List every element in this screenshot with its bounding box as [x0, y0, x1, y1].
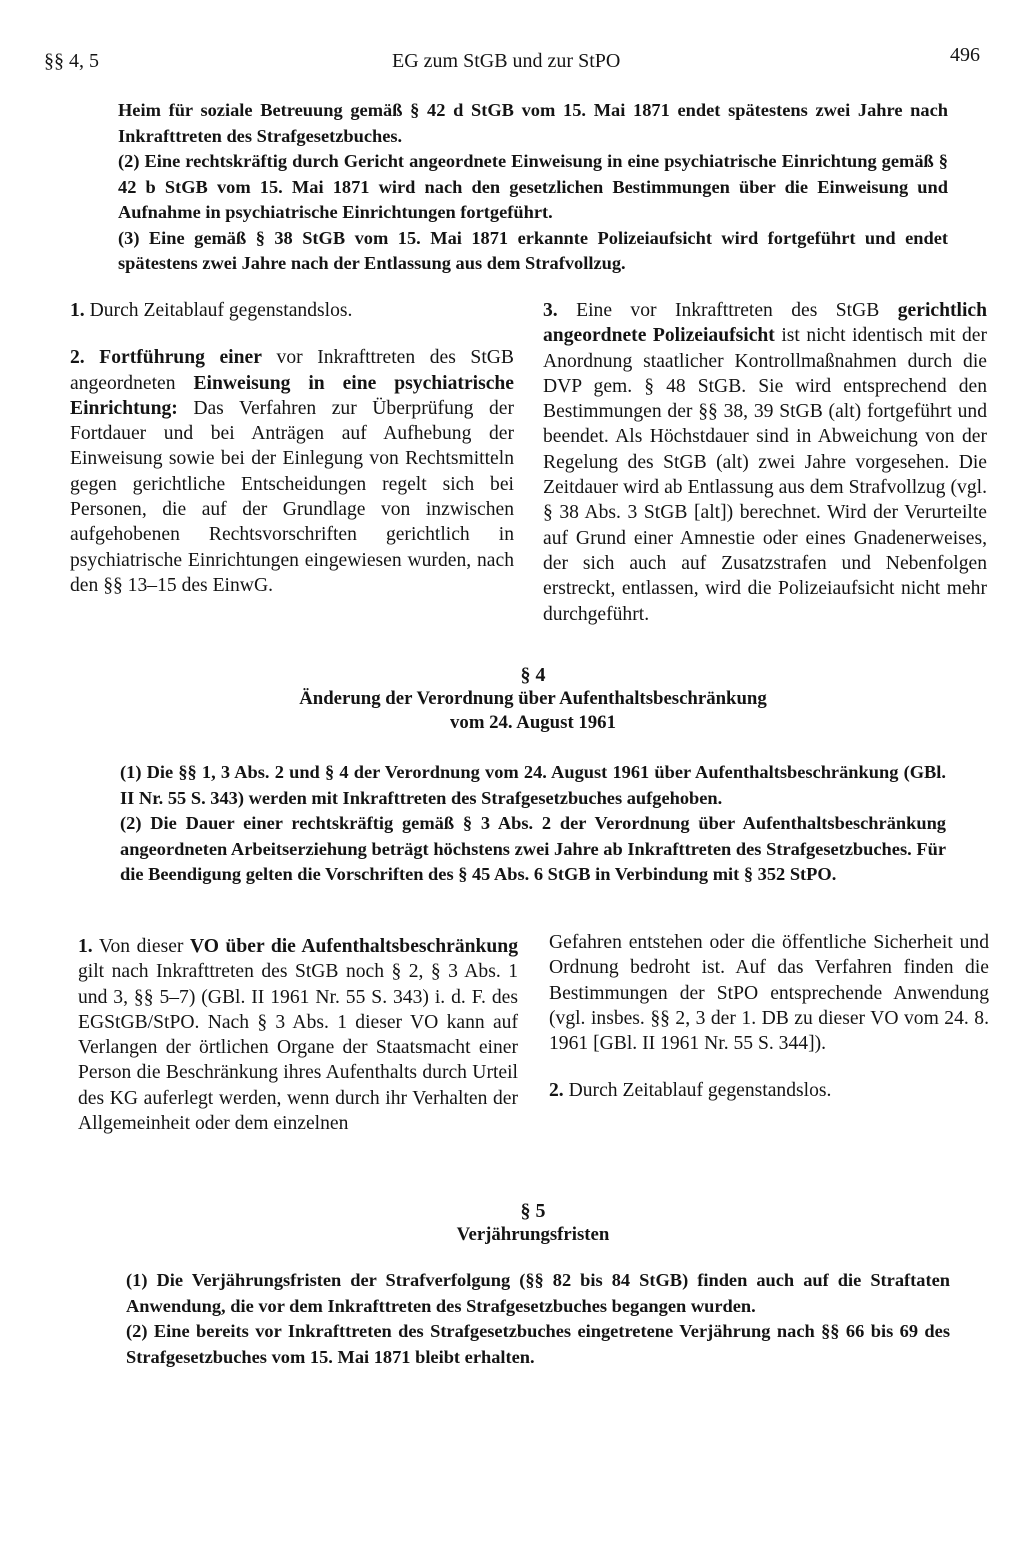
commentary-note-continued: Gefahren entstehen oder die öffentliche Sicherheit und Ordnung bedroht ist. Auf das Verfahren finden die Bestimmungen der StPO entsprechende Anwendung (vgl. insbes. §§ 2, 3 der 1. DB zu dieser VO vom 24. 8. 1961 [GBl. II 1961 Nr. 55 S. 344]).: [549, 932, 989, 1055]
law-text-block-section3: [118, 98, 948, 277]
section-title: vom 24. August 1961: [450, 712, 616, 733]
section-number: § 5: [520, 1200, 546, 1222]
note-emphasis: VO über die Aufenthaltsbeschränkung: [189, 936, 518, 957]
commentary-right-column: [549, 930, 989, 1104]
commentary-note: [78, 934, 518, 1136]
note-number: 2.: [70, 347, 85, 369]
commentary-note: [543, 298, 987, 627]
law-text-block-section5: [126, 1268, 950, 1370]
note-number: 3.: [543, 300, 558, 321]
commentary-note: [70, 345, 514, 598]
note-text: Von dieser: [98, 936, 184, 957]
running-header-section: §§ 4, 5: [44, 50, 99, 72]
note-emphasis: Einweisung in eine psychiatrische Einrichtung:: [70, 372, 514, 419]
page-number: 496: [950, 44, 980, 66]
law-paragraph: (2) Die Dauer einer rechtskräftig gemäß § 3 Abs. 2 der Verordnung über Aufenthaltsbeschränkung angeordneten Arbeitserziehung beträgt höchstens zwei Jahre ab Inkrafttreten des Strafgesetzbuches. Für die Beendigung gelten die Vorschriften des § 45 Abs. 6 StGB in Verbindung mit § 352 StPO.: [120, 813, 946, 884]
commentary-note: [549, 1078, 989, 1103]
law-paragraph: (2) Eine rechtskräftig durch Gericht angeordnete Einweisung in eine psychiatrische Einrichtung gemäß § 42 b StGB vom 15. Mai 1871 wird nach den gesetzlichen Bestimmungen über die Einweisung und Aufnahme in psychiatrische Einrichtungen fortgeführt.: [118, 151, 948, 222]
note-text: Das Verfahren zur Überprüfung der Fortdauer und bei Anträgen auf Aufhebung der Einweisung sowie bei der Einlegung von Rechtsmitteln gegen gerichtliche Entscheidungen regelt sich bei Personen, die auf der Grundlage von inzwischen aufgehobenen Rechtsvorschriften gerichtlich in psychiatrische Einrichtungen eingewiesen wurden, nach den §§ 13–15 des EinwG.: [70, 397, 515, 596]
section-number: § 4: [520, 664, 546, 686]
section-title: Verjährungsfristen: [456, 1224, 610, 1245]
note-text: Durch Zeitablauf gegenstandslos.: [89, 300, 353, 321]
note-emphasis: gerichtlich angeordnete Polizeiaufsicht: [543, 300, 987, 347]
commentary-left-column: [78, 934, 518, 1136]
note-number: 1.: [78, 936, 93, 957]
law-text-block-section4: [120, 760, 946, 888]
law-paragraph: Heim für soziale Betreuung gemäß § 42 d StGB vom 15. Mai 1871 endet spätestens zwei Jahre nach Inkrafttreten des Strafgesetzbuches.: [118, 100, 948, 146]
section-heading-4: [100, 664, 966, 735]
note-text: Durch Zeitablauf gegenstandslos.: [568, 1080, 832, 1102]
section-title: Änderung der Verordnung über Aufenthaltsbeschränkung: [299, 688, 767, 709]
commentary-right-column: [543, 298, 987, 627]
note-emphasis: Fortführung einer: [99, 347, 262, 369]
note-number: 1.: [70, 300, 85, 321]
note-text: gilt nach Inkrafttreten des StGB noch § 2, § 3 Abs. 1 und 3, §§ 5–7) (GBl. II 1961 Nr. 55 S. 343) i. d. F. des EGStGB/StPO. Nach § 3 Abs. 1 dieser VO kann auf Verlangen der örtlichen Organe der Staatsmacht einer Person die Beschränkung ihres Aufenthalts durch Urteil des KG auferlegt werden, wenn durch ihr Verhalten der Allgemeinheit oder dem einzelnen: [78, 961, 518, 1135]
commentary-note: [70, 298, 514, 323]
law-paragraph: (3) Eine gemäß § 38 StGB vom 15. Mai 1871 erkannte Polizeiaufsicht wird fortgeführt und endet spätestens zwei Jahre nach der Entlassung aus dem Strafvollzug.: [118, 227, 948, 273]
note-number: 2.: [549, 1080, 564, 1102]
law-paragraph: (1) Die Verjährungsfristen der Strafverfolgung (§§ 82 bis 84 StGB) finden auch auf die Straftaten Anwendung, die vor dem Inkrafttreten des Strafgesetzbuches begangen wurden.: [126, 1270, 950, 1316]
law-paragraph: (2) Eine bereits vor Inkrafttreten des Strafgesetzbuches eingetretene Verjährung nach §§ 66 bis 69 des Strafgesetzbuches vom 15. Mai 1871 bleibt erhalten.: [126, 1321, 950, 1367]
section-heading-5: [100, 1200, 966, 1247]
running-header-title: EG zum StGB und zur StPO: [392, 50, 621, 72]
commentary-left-column: [70, 298, 514, 598]
note-text: Eine vor Inkrafttreten des StGB: [576, 300, 880, 321]
law-paragraph: (1) Die §§ 1, 3 Abs. 2 und § 4 der Verordnung vom 24. August 1961 über Aufenthaltsbeschränkung (GBl. II Nr. 55 S. 343) werden mit Inkrafttreten des Strafgesetzbuches aufgehoben.: [120, 762, 946, 808]
note-text: ist nicht identisch mit der Anordnung staatlicher Kontrollmaßnahmen durch die DVP gem. § 48 StGB. Sie wird entsprechend den Bestimmungen der §§ 38, 39 StGB (alt) fortgeführt und beendet. Als Höchstdauer sind in Abweichung von der Regelung des StGB (alt) zwei Jahre vorgesehen. Die Zeitdauer wird ab Entlassung aus dem Strafvollzug (vgl. § 38 Abs. 3 StGB [alt]) berechnet. Wird der Verurteilte auf Grund einer Amnestie oder eines Gnadenerweises, der sich auch auf Zusatzstrafen und Nebenfolgen erstreckt, entlassen, wird die Polizeiaufsicht nicht mehr durchgeführt.: [543, 325, 987, 625]
note-text: vor Inkrafttreten des StGB angeordneten: [70, 347, 514, 394]
